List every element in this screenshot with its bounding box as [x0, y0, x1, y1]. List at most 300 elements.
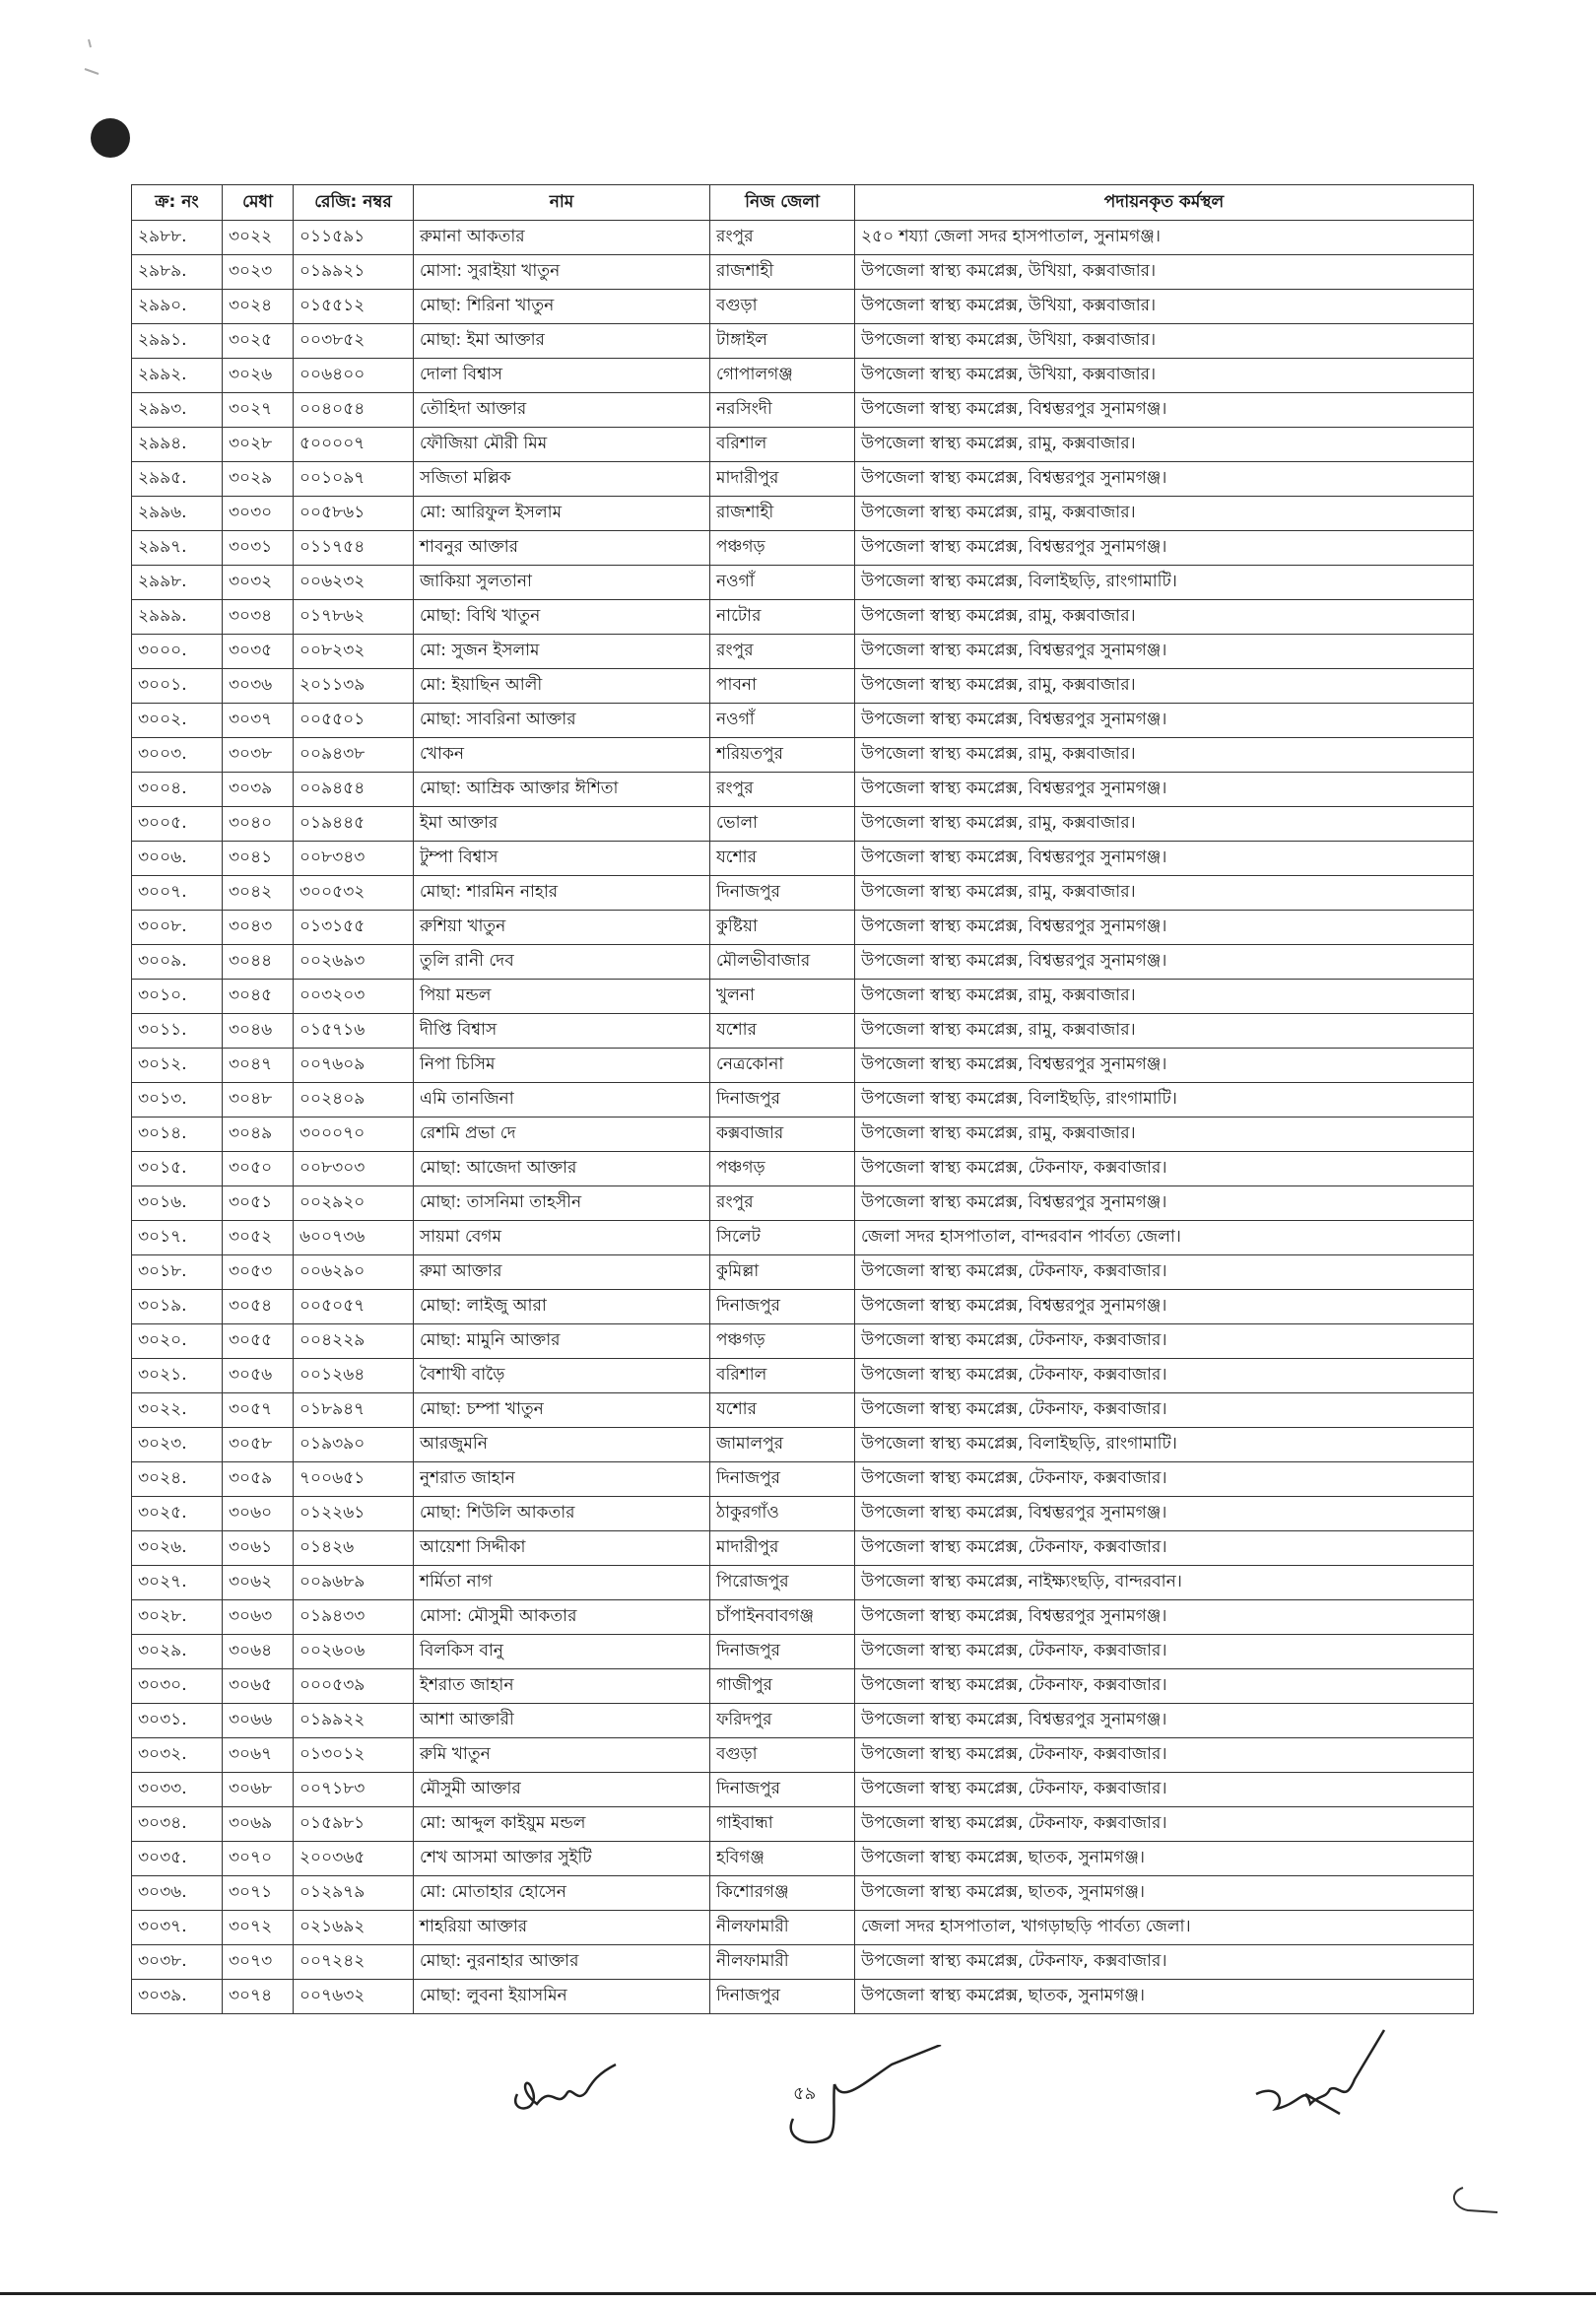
cell-serial: ৩০২২.: [132, 1393, 223, 1428]
cell-district: রংপুর: [710, 1186, 855, 1221]
table-row: [132, 1773, 1474, 1807]
cell-name: মোছা: বিথি খাতুন: [414, 600, 710, 635]
cell-serial: ৩০২৬.: [132, 1531, 223, 1566]
cell-reg: ০০৩৮৫২: [294, 324, 414, 359]
cell-serial: ৩০২১.: [132, 1359, 223, 1393]
cell-serial: ২৯৮৯.: [132, 255, 223, 290]
cell-posting: উপজেলা স্বাস্থ্য কমপ্লেক্স, উখিয়া, কক্সবাজার।: [855, 324, 1474, 359]
cell-merit: ৩০৩১: [223, 531, 294, 566]
cell-district: দিনাজপুর: [710, 1290, 855, 1324]
cell-reg: ০০৭২৪২: [294, 1945, 414, 1980]
cell-serial: ৩০০২.: [132, 704, 223, 738]
cell-posting: উপজেলা স্বাস্থ্য কমপ্লেক্স, বিশ্বম্ভরপুর সুনামগঞ্জ।: [855, 531, 1474, 566]
cell-merit: ৩০২৬: [223, 359, 294, 393]
cell-name: রুমা আক্তার: [414, 1255, 710, 1290]
table-row: [132, 945, 1474, 980]
cell-merit: ৩০২৪: [223, 290, 294, 324]
table-row: [132, 704, 1474, 738]
cell-merit: ৩০৫৩: [223, 1255, 294, 1290]
cell-serial: ৩০০৫.: [132, 807, 223, 842]
cell-district: দিনাজপুর: [710, 876, 855, 911]
cell-name: তৌহিদা আক্তার: [414, 393, 710, 428]
table-row: [132, 1635, 1474, 1669]
cell-district: নরসিংদী: [710, 393, 855, 428]
cell-reg: ০০০৫৩৯: [294, 1669, 414, 1704]
cell-serial: ৩০২৯.: [132, 1635, 223, 1669]
cell-reg: ০১৯৩৯০: [294, 1428, 414, 1462]
cell-merit: ৩০৬২: [223, 1566, 294, 1600]
cell-posting: উপজেলা স্বাস্থ্য কমপ্লেক্স, উখিয়া, কক্সবাজার।: [855, 290, 1474, 324]
bottom-border: [0, 2292, 1596, 2295]
cell-posting: উপজেলা স্বাস্থ্য কমপ্লেক্স, উখিয়া, কক্সবাজার।: [855, 255, 1474, 290]
cell-reg: ০০৮২৩২: [294, 635, 414, 669]
cell-reg: ০১৩১৫৫: [294, 911, 414, 945]
cell-merit: ৩০৭২: [223, 1911, 294, 1945]
table-row: [132, 566, 1474, 600]
header-district: নিজ জেলা: [710, 185, 855, 221]
cell-district: নেত্রকোনা: [710, 1049, 855, 1083]
cell-merit: ৩০২৫: [223, 324, 294, 359]
cell-merit: ৩০৩৮: [223, 738, 294, 773]
cell-merit: ৩০৪৪: [223, 945, 294, 980]
header-serial: ক্র: নং: [132, 185, 223, 221]
header-merit: মেধা: [223, 185, 294, 221]
cell-district: নওগাঁ: [710, 704, 855, 738]
cell-district: গাইবান্ধা: [710, 1807, 855, 1842]
cell-name: শাহরিয়া আক্তার: [414, 1911, 710, 1945]
cell-merit: ৩০৪৩: [223, 911, 294, 945]
cell-serial: ৩০১৩.: [132, 1083, 223, 1118]
cell-posting: উপজেলা স্বাস্থ্য কমপ্লেক্স, বিশ্বম্ভরপুর সুনামগঞ্জ।: [855, 704, 1474, 738]
table-row: [132, 1221, 1474, 1255]
cell-posting: উপজেলা স্বাস্থ্য কমপ্লেক্স, বিশ্বম্ভরপুর সুনামগঞ্জ।: [855, 945, 1474, 980]
table-row: [132, 600, 1474, 635]
table-row: [132, 324, 1474, 359]
cell-merit: ৩০৬৪: [223, 1635, 294, 1669]
cell-serial: ৩০৩০.: [132, 1669, 223, 1704]
cell-merit: ৩০৫৪: [223, 1290, 294, 1324]
cell-name: মোছা: চম্পা খাতুন: [414, 1393, 710, 1428]
cell-posting: উপজেলা স্বাস্থ্য কমপ্লেক্স, বিশ্বম্ভরপুর সুনামগঞ্জ।: [855, 393, 1474, 428]
table-header-row: [132, 185, 1474, 221]
cell-serial: ৩০২৫.: [132, 1497, 223, 1531]
cell-serial: ২৯৯৪.: [132, 428, 223, 462]
cell-serial: ২৯৯২.: [132, 359, 223, 393]
cell-posting: উপজেলা স্বাস্থ্য কমপ্লেক্স, টেকনাফ, কক্সবাজার।: [855, 1773, 1474, 1807]
cell-reg: ৩০০০৭০: [294, 1118, 414, 1152]
cell-posting: উপজেলা স্বাস্থ্য কমপ্লেক্স, বিশ্বম্ভরপুর সুনামগঞ্জ।: [855, 1600, 1474, 1635]
table-row: [132, 221, 1474, 255]
cell-serial: ২৯৯৭.: [132, 531, 223, 566]
cell-posting: উপজেলা স্বাস্থ্য কমপ্লেক্স, রামু, কক্সবাজার।: [855, 807, 1474, 842]
cell-district: নাটোর: [710, 600, 855, 635]
cell-serial: ২৯৯৩.: [132, 393, 223, 428]
cell-district: দিনাজপুর: [710, 1980, 855, 2014]
cell-serial: ২৯৯৮.: [132, 566, 223, 600]
cell-district: নওগাঁ: [710, 566, 855, 600]
cell-serial: ৩০০৪.: [132, 773, 223, 807]
cell-posting: উপজেলা স্বাস্থ্য কমপ্লেক্স, টেকনাফ, কক্সবাজার।: [855, 1531, 1474, 1566]
cell-district: খুলনা: [710, 980, 855, 1014]
cell-name: দীপ্তি বিশ্বাস: [414, 1014, 710, 1049]
table-body: [132, 221, 1474, 2014]
cell-merit: ৩০৬৩: [223, 1600, 294, 1635]
cell-district: গোপালগঞ্জ: [710, 359, 855, 393]
cell-reg: ০১৭৮৬২: [294, 600, 414, 635]
cell-district: রংপুর: [710, 635, 855, 669]
cell-posting: জেলা সদর হাসপাতাল, খাগড়াছড়ি পার্বত্য জেলা।: [855, 1911, 1474, 1945]
cell-posting: উপজেলা স্বাস্থ্য কমপ্লেক্স, রামু, কক্সবাজার।: [855, 876, 1474, 911]
cell-district: দিনাজপুর: [710, 1083, 855, 1118]
cell-merit: ৩০৩০: [223, 497, 294, 531]
cell-reg: ০০৯৪৫৪: [294, 773, 414, 807]
cell-name: নুশরাত জাহান: [414, 1462, 710, 1497]
cell-posting: উপজেলা স্বাস্থ্য কমপ্লেক্স, রামু, কক্সবাজার।: [855, 738, 1474, 773]
cell-district: পিরোজপুর: [710, 1566, 855, 1600]
cell-name: দোলা বিশ্বাস: [414, 359, 710, 393]
cell-reg: ০২১৬৯২: [294, 1911, 414, 1945]
cell-reg: ০১৪২৬: [294, 1531, 414, 1566]
cell-serial: ৩০৩২.: [132, 1738, 223, 1773]
cell-posting: উপজেলা স্বাস্থ্য কমপ্লেক্স, বিলাইছড়ি, রাংগামাটি।: [855, 566, 1474, 600]
cell-merit: ৩০৪২: [223, 876, 294, 911]
cell-serial: ৩০০০.: [132, 635, 223, 669]
cell-serial: ৩০৩৩.: [132, 1773, 223, 1807]
table-row: [132, 876, 1474, 911]
cell-reg: ০০৮৩০৩: [294, 1152, 414, 1186]
cell-name: বিলকিস বানু: [414, 1635, 710, 1669]
table-row: [132, 1704, 1474, 1738]
cell-merit: ৩০৭৩: [223, 1945, 294, 1980]
table-row: [132, 911, 1474, 945]
cell-district: হবিগঞ্জ: [710, 1842, 855, 1876]
cell-district: নীলফামারী: [710, 1945, 855, 1980]
cell-merit: ৩০৪৬: [223, 1014, 294, 1049]
cell-posting: উপজেলা স্বাস্থ্য কমপ্লেক্স, রামু, কক্সবাজার।: [855, 600, 1474, 635]
cell-name: মোছা: আজেদা আক্তার: [414, 1152, 710, 1186]
cell-name: মো: আব্দুল কাইয়ুম মন্ডল: [414, 1807, 710, 1842]
cell-name: বৈশাখী বাড়ৈ: [414, 1359, 710, 1393]
cell-merit: ৩০৬৮: [223, 1773, 294, 1807]
cell-name: তুলি রানী দেব: [414, 945, 710, 980]
cell-name: মৌসুমী আক্তার: [414, 1773, 710, 1807]
cell-name: মোছা: মামুনি আক্তার: [414, 1324, 710, 1359]
cell-name: ইমা আক্তার: [414, 807, 710, 842]
table-row: [132, 290, 1474, 324]
cell-district: রংপুর: [710, 773, 855, 807]
cell-name: সায়মা বেগম: [414, 1221, 710, 1255]
cell-posting: উপজেলা স্বাস্থ্য কমপ্লেক্স, টেকনাফ, কক্সবাজার।: [855, 1359, 1474, 1393]
cell-merit: ৩০৪৮: [223, 1083, 294, 1118]
cell-merit: ৩০২৭: [223, 393, 294, 428]
cell-name: ইশরাত জাহান: [414, 1669, 710, 1704]
table-row: [132, 1118, 1474, 1152]
cell-posting: উপজেলা স্বাস্থ্য কমপ্লেক্স, রামু, কক্সবাজার।: [855, 1014, 1474, 1049]
cell-posting: ২৫০ শয্যা জেলা সদর হাসপাতাল, সুনামগঞ্জ।: [855, 221, 1474, 255]
cell-name: মোছা: ইমা আক্তার: [414, 324, 710, 359]
cell-posting: জেলা সদর হাসপাতাল, বান্দরবান পার্বত্য জেলা।: [855, 1221, 1474, 1255]
cell-name: মোছা: লুবনা ইয়াসমিন: [414, 1980, 710, 2014]
cell-name: আয়েশা সিদ্দীকা: [414, 1531, 710, 1566]
cell-posting: উপজেলা স্বাস্থ্য কমপ্লেক্স, টেকনাফ, কক্সবাজার।: [855, 1669, 1474, 1704]
cell-district: পঞ্চগড়: [710, 531, 855, 566]
cell-name: শেখ আসমা আক্তার সুইটি: [414, 1842, 710, 1876]
cell-merit: ৩০৫৫: [223, 1324, 294, 1359]
cell-posting: উপজেলা স্বাস্থ্য কমপ্লেক্স, বিশ্বম্ভরপুর সুনামগঞ্জ।: [855, 1497, 1474, 1531]
header-posting: পদায়নকৃত কর্মস্থল: [855, 185, 1474, 221]
cell-name: মোছা: শারমিন নাহার: [414, 876, 710, 911]
cell-reg: ০০১২৬৪: [294, 1359, 414, 1393]
cell-serial: ৩০১১.: [132, 1014, 223, 1049]
cell-name: রেশমি প্রভা দে: [414, 1118, 710, 1152]
cell-district: যশোর: [710, 1014, 855, 1049]
cell-district: দিনাজপুর: [710, 1773, 855, 1807]
cell-serial: ৩০১০.: [132, 980, 223, 1014]
cell-serial: ২৯৮৮.: [132, 221, 223, 255]
table-row: [132, 1945, 1474, 1980]
cell-posting: উপজেলা স্বাস্থ্য কমপ্লেক্স, রামু, কক্সবাজার।: [855, 980, 1474, 1014]
table-row: [132, 462, 1474, 497]
cell-name: টুম্পা বিশ্বাস: [414, 842, 710, 876]
cell-name: মো: মোতাহার হোসেন: [414, 1876, 710, 1911]
cell-serial: ৩০৩৭.: [132, 1911, 223, 1945]
header-name: নাম: [414, 185, 710, 221]
table-row: [132, 359, 1474, 393]
table-row: [132, 1600, 1474, 1635]
cell-posting: উপজেলা স্বাস্থ্য কমপ্লেক্স, বিলাইছড়ি, রাংগামাটি।: [855, 1428, 1474, 1462]
cell-district: বগুড়া: [710, 290, 855, 324]
cell-serial: ৩০২৩.: [132, 1428, 223, 1462]
cell-serial: ৩০০৭.: [132, 876, 223, 911]
cell-merit: ৩০৪১: [223, 842, 294, 876]
cell-district: রংপুর: [710, 221, 855, 255]
cell-posting: উপজেলা স্বাস্থ্য কমপ্লেক্স, টেকনাফ, কক্সবাজার।: [855, 1945, 1474, 1980]
cell-serial: ৩০২০.: [132, 1324, 223, 1359]
cell-district: রাজশাহী: [710, 497, 855, 531]
cell-merit: ৩০৭০: [223, 1842, 294, 1876]
cell-serial: ৩০০৩.: [132, 738, 223, 773]
cell-posting: উপজেলা স্বাস্থ্য কমপ্লেক্স, বিশ্বম্ভরপুর সুনামগঞ্জ।: [855, 1290, 1474, 1324]
cell-posting: উপজেলা স্বাস্থ্য কমপ্লেক্স, বিশ্বম্ভরপুর সুনামগঞ্জ।: [855, 911, 1474, 945]
cell-reg: ০০৭৬৩২: [294, 1980, 414, 2014]
table-row: [132, 1290, 1474, 1324]
cell-posting: উপজেলা স্বাস্থ্য কমপ্লেক্স, বিশ্বম্ভরপুর সুনামগঞ্জ।: [855, 635, 1474, 669]
cell-merit: ৩০২৩: [223, 255, 294, 290]
cell-merit: ৩০৩৯: [223, 773, 294, 807]
cell-merit: ৩০৫৯: [223, 1462, 294, 1497]
cell-serial: ৩০০১.: [132, 669, 223, 704]
cell-serial: ৩০৩৪.: [132, 1807, 223, 1842]
table-row: [132, 635, 1474, 669]
cell-merit: ৩০৫৬: [223, 1359, 294, 1393]
cell-name: রুশিয়া খাতুন: [414, 911, 710, 945]
cell-reg: ০১১৫৯১: [294, 221, 414, 255]
cell-district: রাজশাহী: [710, 255, 855, 290]
cell-district: দিনাজপুর: [710, 1635, 855, 1669]
cell-posting: উপজেলা স্বাস্থ্য কমপ্লেক্স, টেকনাফ, কক্সবাজার।: [855, 1807, 1474, 1842]
cell-posting: উপজেলা স্বাস্থ্য কমপ্লেক্স, টেকনাফ, কক্সবাজার।: [855, 1255, 1474, 1290]
cell-serial: ২৯৯৫.: [132, 462, 223, 497]
cell-district: জামালপুর: [710, 1428, 855, 1462]
cell-merit: ৩০২৮: [223, 428, 294, 462]
cell-name: মো: সুজন ইসলাম: [414, 635, 710, 669]
cell-name: সজিতা মল্লিক: [414, 462, 710, 497]
table-row: [132, 497, 1474, 531]
table-row: [132, 428, 1474, 462]
cell-district: গাজীপুর: [710, 1669, 855, 1704]
cell-merit: ৩০৬১: [223, 1531, 294, 1566]
cell-district: ফরিদপুর: [710, 1704, 855, 1738]
table-row: [132, 842, 1474, 876]
cell-posting: উপজেলা স্বাস্থ্য কমপ্লেক্স, রামু, কক্সবাজার।: [855, 1118, 1474, 1152]
table-row: [132, 1186, 1474, 1221]
cell-merit: ৩০৫৮: [223, 1428, 294, 1462]
cell-serial: ২৯৯১.: [132, 324, 223, 359]
cell-reg: ২০১১৩৯: [294, 669, 414, 704]
cell-reg: ০০১০৯৭: [294, 462, 414, 497]
cell-district: যশোর: [710, 1393, 855, 1428]
initial-mark: [1438, 2183, 1507, 2222]
table-row: [132, 1255, 1474, 1290]
cell-posting: উপজেলা স্বাস্থ্য কমপ্লেক্স, ছাতক, সুনামগঞ্জ।: [855, 1980, 1474, 2014]
cell-serial: ৩০২৮.: [132, 1600, 223, 1635]
cell-posting: উপজেলা স্বাস্থ্য কমপ্লেক্স, টেকনাফ, কক্সবাজার।: [855, 1152, 1474, 1186]
cell-reg: ৫০০০০৭: [294, 428, 414, 462]
cell-posting: উপজেলা স্বাস্থ্য কমপ্লেক্স, বিশ্বম্ভরপুর সুনামগঞ্জ।: [855, 1049, 1474, 1083]
cell-merit: ৩০৪৫: [223, 980, 294, 1014]
cell-posting: উপজেলা স্বাস্থ্য কমপ্লেক্স, নাইক্ষ্যংছড়ি, বান্দরবান।: [855, 1566, 1474, 1600]
cell-district: কুমিল্লা: [710, 1255, 855, 1290]
table-row: [132, 531, 1474, 566]
cell-serial: ৩০৩১.: [132, 1704, 223, 1738]
cell-posting: উপজেলা স্বাস্থ্য কমপ্লেক্স, টেকনাফ, কক্সবাজার।: [855, 1738, 1474, 1773]
cell-posting: উপজেলা স্বাস্থ্য কমপ্লেক্স, বিশ্বম্ভরপুর সুনামগঞ্জ।: [855, 1186, 1474, 1221]
cell-reg: ০০৩২০৩: [294, 980, 414, 1014]
cell-merit: ৩০৩৫: [223, 635, 294, 669]
cell-reg: ০০৯৬৮৯: [294, 1566, 414, 1600]
cell-reg: ৬০০৭৩৬: [294, 1221, 414, 1255]
table-row: [132, 1531, 1474, 1566]
cell-serial: ৩০৩৬.: [132, 1876, 223, 1911]
cell-posting: উপজেলা স্বাস্থ্য কমপ্লেক্স, রামু, কক্সবাজার।: [855, 669, 1474, 704]
signature-center: [783, 2045, 951, 2153]
cell-merit: ৩০৩৬: [223, 669, 294, 704]
table-row: [132, 980, 1474, 1014]
cell-posting: উপজেলা স্বাস্থ্য কমপ্লেক্স, রামু, কক্সবাজার।: [855, 497, 1474, 531]
cell-name: পিয়া মন্ডল: [414, 980, 710, 1014]
table-row: [132, 773, 1474, 807]
cell-serial: ৩০০৮.: [132, 911, 223, 945]
cell-merit: ৩০৩৪: [223, 600, 294, 635]
table-row: [132, 1152, 1474, 1186]
table-row: [132, 1083, 1474, 1118]
cell-serial: ৩০১৮.: [132, 1255, 223, 1290]
cell-reg: ০১৩০১২: [294, 1738, 414, 1773]
page-number: ৫৯: [793, 2083, 817, 2104]
cell-merit: ৩০৬৫: [223, 1669, 294, 1704]
cell-merit: ৩০৩২: [223, 566, 294, 600]
cell-reg: ০০২৬০৬: [294, 1635, 414, 1669]
cell-name: মোছা: সাবরিনা আক্তার: [414, 704, 710, 738]
posting-table: [131, 184, 1474, 2014]
cell-posting: উপজেলা স্বাস্থ্য কমপ্লেক্স, বিশ্বম্ভরপুর সুনামগঞ্জ।: [855, 842, 1474, 876]
cell-name: মো: আরিফুল ইসলাম: [414, 497, 710, 531]
cell-merit: ৩০২৯: [223, 462, 294, 497]
header-reg: রেজি: নম্বর: [294, 185, 414, 221]
cell-posting: উপজেলা স্বাস্থ্য কমপ্লেক্স, টেকনাফ, কক্সবাজার।: [855, 1393, 1474, 1428]
cell-name: আরজুমনি: [414, 1428, 710, 1462]
cell-reg: ০১৯৪৩৩: [294, 1600, 414, 1635]
cell-reg: ০০২৯২০: [294, 1186, 414, 1221]
cell-merit: ৩০৪৭: [223, 1049, 294, 1083]
cell-merit: ৩০৫১: [223, 1186, 294, 1221]
cell-serial: ৩০১৭.: [132, 1221, 223, 1255]
table-row: [132, 1738, 1474, 1773]
cell-name: মোছা: আম্রিক আক্তার ঈশিতা: [414, 773, 710, 807]
cell-serial: ২৯৯০.: [132, 290, 223, 324]
cell-reg: ০১৮৯৪৭: [294, 1393, 414, 1428]
cell-serial: ৩০৩৫.: [132, 1842, 223, 1876]
cell-name: মোছা: শিরিনা খাতুন: [414, 290, 710, 324]
cell-reg: ০০৫৫০১: [294, 704, 414, 738]
cell-name: রুমি খাতুন: [414, 1738, 710, 1773]
cell-serial: ২৯৯৬.: [132, 497, 223, 531]
cell-reg: ০১৫৭১৬: [294, 1014, 414, 1049]
punch-hole: [91, 118, 130, 158]
cell-name: মোছা: লাইজু আরা: [414, 1290, 710, 1324]
cell-reg: ২০০৩৬৫: [294, 1842, 414, 1876]
cell-district: বরিশাল: [710, 1359, 855, 1393]
cell-merit: ৩০৫০: [223, 1152, 294, 1186]
cell-district: টাঙ্গাইল: [710, 324, 855, 359]
table-row: [132, 1014, 1474, 1049]
cell-serial: ৩০২৪.: [132, 1462, 223, 1497]
cell-district: পাবনা: [710, 669, 855, 704]
cell-posting: উপজেলা স্বাস্থ্য কমপ্লেক্স, ছাতক, সুনামগঞ্জ।: [855, 1876, 1474, 1911]
cell-reg: ০০২৬৯৩: [294, 945, 414, 980]
table-row: [132, 1566, 1474, 1600]
table-row: [132, 1049, 1474, 1083]
cell-posting: উপজেলা স্বাস্থ্য কমপ্লেক্স, বিশ্বম্ভরপুর সুনামগঞ্জ।: [855, 1704, 1474, 1738]
cell-reg: ০১৫৫১২: [294, 290, 414, 324]
cell-posting: উপজেলা স্বাস্থ্য কমপ্লেক্স, বিলাইছড়ি, রাংগামাটি।: [855, 1083, 1474, 1118]
cell-district: বগুড়া: [710, 1738, 855, 1773]
signature-left: [498, 2055, 626, 2124]
cell-serial: ৩০১৬.: [132, 1186, 223, 1221]
cell-reg: ০০৫৮৬১: [294, 497, 414, 531]
table-row: [132, 1428, 1474, 1462]
cell-district: মাদারীপুর: [710, 1531, 855, 1566]
table-row: [132, 393, 1474, 428]
cell-name: ফৌজিয়া মৌরী মিম: [414, 428, 710, 462]
cell-district: নীলফামারী: [710, 1911, 855, 1945]
cell-posting: উপজেলা স্বাস্থ্য কমপ্লেক্স, বিশ্বম্ভরপুর সুনামগঞ্জ।: [855, 773, 1474, 807]
cell-reg: ০০৬২৯০: [294, 1255, 414, 1290]
cell-name: মোছা: শিউলি আকতার: [414, 1497, 710, 1531]
cell-reg: ০০৪০৫৪: [294, 393, 414, 428]
table-row: [132, 738, 1474, 773]
cell-reg: ০০৬৪০০: [294, 359, 414, 393]
cell-district: দিনাজপুর: [710, 1462, 855, 1497]
cell-reg: ০০৫০৫৭: [294, 1290, 414, 1324]
cell-reg: ০০৭১৮৩: [294, 1773, 414, 1807]
cell-district: পঞ্চগড়: [710, 1324, 855, 1359]
cell-merit: ৩০৬৭: [223, 1738, 294, 1773]
cell-serial: ৩০১৫.: [132, 1152, 223, 1186]
cell-name: আশা আক্তারী: [414, 1704, 710, 1738]
cell-merit: ৩০৫২: [223, 1221, 294, 1255]
table-row: [132, 1393, 1474, 1428]
